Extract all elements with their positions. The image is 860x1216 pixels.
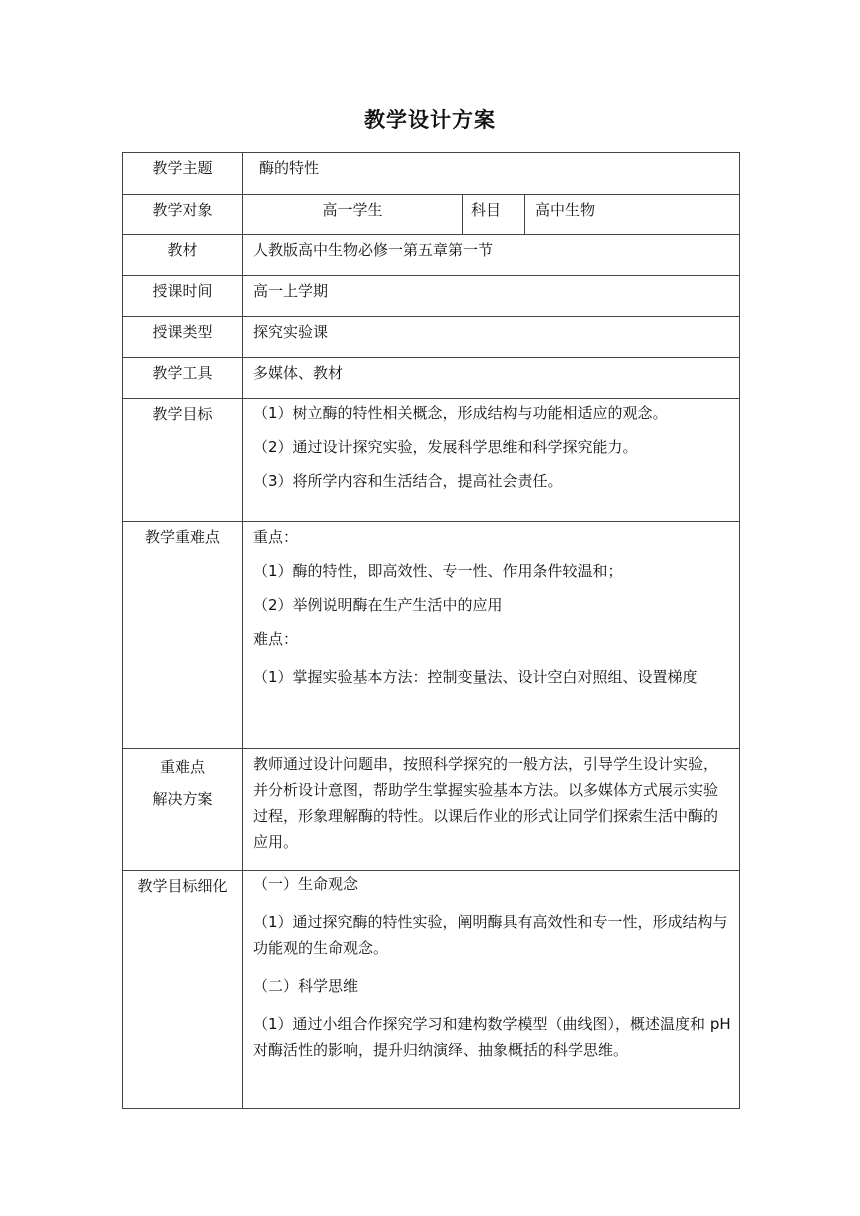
detail-goals-cell [243,871,740,1109]
key-heading: 重点： [253,528,299,546]
solution-text: 教师通过设计问题串，按照科学探究的一般方法，引导学生设计实验，并分析设计意图，帮助学生掌握实验基本方法。以多媒体方式展示实验过程，形象理解酶的特性。以课后作业的形式让同学们探索生活中酶的应用。 [253,755,719,851]
row-value-audience: 高一学生 [243,195,463,235]
goals-cell [243,399,740,522]
goal-item: （3）将所学内容和生活结合，提高社会责任。 [253,472,563,490]
difficult-item: （1）掌握实验基本方法：控制变量法、设计空白对照组、设置梯度 [253,668,698,686]
row-label-tools: 教学工具 [123,358,243,399]
table-row [123,235,740,276]
key-item: （1）酶的特性，即高效性、专一性、作用条件较温和； [253,562,623,580]
table-row [123,749,740,871]
row-value-topic: 酶的特性 [243,153,740,195]
row-label-audience: 教学对象 [123,195,243,235]
key-points-cell [243,522,740,749]
table-row [123,317,740,358]
table-row [123,276,740,317]
row-value-tools: 多媒体、教材 [243,358,740,399]
row-label-type: 授课类型 [123,317,243,358]
row-label-textbook: 教材 [123,235,243,276]
row-label-solution [123,749,243,871]
lesson-plan-table [122,152,740,1109]
solution-cell [243,749,740,871]
section-heading: （一）生命观念 [253,875,359,893]
difficult-heading: 难点： [253,630,299,648]
solution-label-line1: 重难点 [159,758,205,776]
table-row [123,153,740,195]
row-label-time: 授课时间 [123,276,243,317]
row-label-topic: 教学主题 [123,153,243,195]
table-row [123,358,740,399]
section-text: （1）通过探究酶的特性实验，阐明酶具有高效性和专一性，形成结构与功能观的生命观念。 [253,913,728,957]
row-label-goals: 教学目标 [123,399,243,522]
row-value-type: 探究实验课 [243,317,740,358]
table-row [123,522,740,749]
table-row [123,871,740,1109]
row-label-subject: 科目 [463,195,525,235]
page-title: 教学设计方案 [364,108,496,132]
row-value-time: 高一上学期 [243,276,740,317]
row-value-subject: 高中生物 [525,195,740,235]
row-value-textbook: 人教版高中生物必修一第五章第一节 [243,235,740,276]
section-heading: （二）科学思维 [253,977,359,995]
row-label-detail-goals: 教学目标细化 [123,871,243,1109]
section-text: （1）通过小组合作探究学习和建构数学模型（曲线图），概述温度和 pH 对酶活性的影响，提升归纳演绎、抽象概括的科学思维。 [253,1015,731,1059]
solution-label-line2: 解决方案 [152,790,213,808]
goal-item: （2）通过设计探究实验，发展科学思维和科学探究能力。 [253,438,638,456]
goal-item: （1）树立酶的特性相关概念，形成结构与功能相适应的观念。 [253,404,668,422]
table-row [123,195,740,235]
row-label-key-points: 教学重难点 [123,522,243,749]
key-item: （2）举例说明酶在生产生活中的应用 [253,596,503,614]
table-row [123,399,740,522]
